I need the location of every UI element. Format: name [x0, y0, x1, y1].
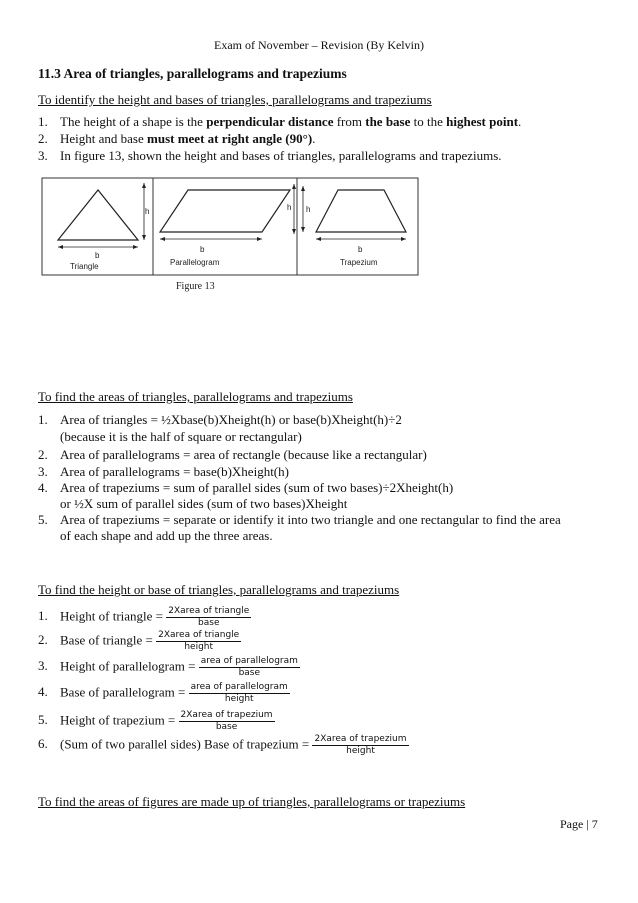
arrow-head	[160, 237, 165, 241]
trapezium-shape	[316, 190, 406, 232]
formula-base-parallelogram	[38, 682, 290, 705]
item-text: (because it is the half of square or rectangular)	[60, 429, 302, 444]
item-bold: perpendicular distance	[206, 114, 334, 129]
heading-composite: To find the areas of figures are made up of triangles, parallelograms or trapeziums	[38, 794, 466, 809]
item-text: to the	[410, 114, 447, 129]
item-text: or ½X sum of parallel sides (sum of two bases)Xheight	[60, 496, 348, 511]
list-item	[38, 412, 402, 428]
item-text: Area of trapeziums = sum of parallel sides (sum of two bases)÷2Xheight(h)	[60, 480, 454, 495]
item-text: Area of parallelograms = base(b)Xheight(h)	[60, 464, 289, 479]
parallelogram-h-label: h	[287, 203, 292, 212]
item-bold: the base	[365, 114, 411, 129]
item-text: Height and base	[60, 131, 148, 146]
item-number: 5.	[38, 712, 48, 728]
arrow-head	[301, 186, 305, 191]
item-bold: must meet at right angle (90°)	[147, 131, 313, 146]
heading-height-base: To find the height or base of triangles, parallelograms and trapeziums	[38, 582, 400, 597]
formula-height-parallelogram	[38, 656, 300, 679]
item-text: from	[333, 114, 366, 129]
formula-height-triangle	[38, 606, 251, 629]
numerator: 2Xarea of triangle	[168, 606, 250, 616]
fraction	[199, 656, 300, 679]
arrow-head	[257, 237, 262, 241]
formula-label: Base of parallelogram =	[60, 684, 186, 700]
list-item	[38, 148, 502, 164]
list-item	[38, 512, 561, 528]
formula-label: Height of parallelogram =	[60, 658, 196, 674]
triangle-h-label: h	[145, 207, 150, 216]
trapezium-h-label: h	[306, 205, 311, 214]
list-item	[38, 447, 427, 463]
triangle-label: Triangle	[70, 262, 99, 271]
list-item	[38, 480, 453, 496]
heading-areas: To find the areas of triangles, parallelograms and trapeziums	[38, 389, 353, 404]
formula-height-trapezium	[38, 710, 275, 733]
figure-13	[40, 176, 420, 300]
parallelogram-b-label: b	[200, 245, 205, 254]
figure-caption: Figure 13	[176, 281, 215, 292]
item-text: .	[312, 131, 316, 146]
formula-label: (Sum of two parallel sides) Base of trapezium =	[60, 736, 310, 752]
heading-identify: To identify the height and bases of triangles, parallelograms and trapeziums	[38, 92, 432, 107]
numerator: area of parallelogram	[200, 656, 298, 666]
list-item	[38, 496, 347, 512]
trapezium-label: Trapezium	[340, 258, 378, 267]
parallelogram-label: Parallelogram	[170, 258, 220, 267]
numerator: area of parallelogram	[190, 682, 288, 692]
formula-base-trapezium	[38, 734, 409, 757]
trapezium-b-label: b	[358, 245, 363, 254]
arrow-head	[292, 229, 296, 234]
list-item	[38, 114, 521, 130]
arrow-head	[401, 237, 406, 241]
fraction	[156, 630, 241, 653]
formula-label: Base of triangle =	[60, 632, 153, 648]
item-number: 6.	[38, 736, 48, 752]
arrow-head	[133, 245, 138, 249]
item-text: Area of triangles = ½Xbase(b)Xheight(h) or base(b)Xheight(h)÷2	[60, 412, 402, 427]
item-number: 4.	[38, 480, 48, 495]
numerator: 2Xarea of trapezium	[180, 710, 273, 720]
parallelogram-shape	[160, 190, 290, 232]
triangle-shape	[58, 190, 138, 240]
item-number: 3.	[38, 658, 48, 674]
denominator: base	[215, 722, 238, 732]
item-number: 1.	[38, 114, 48, 129]
fraction	[179, 710, 275, 733]
denominator: height	[184, 642, 214, 652]
numerator: 2Xarea of trapezium	[314, 734, 407, 744]
arrow-head	[292, 184, 296, 189]
denominator: base	[238, 668, 261, 678]
item-number: 5.	[38, 512, 48, 527]
item-number: 2.	[38, 632, 48, 648]
list-item	[38, 429, 302, 445]
list-item	[38, 131, 315, 147]
item-number: 4.	[38, 684, 48, 700]
item-number: 2.	[38, 131, 48, 146]
list-item	[38, 464, 289, 480]
denominator: height	[346, 746, 375, 756]
formula-base-triangle	[38, 630, 241, 653]
item-text: The height of a shape is the	[60, 114, 207, 129]
item-text: In figure 13, shown the height and bases of triangles, parallelograms and trapeziums.	[60, 148, 502, 163]
fraction	[189, 682, 290, 705]
item-number: 1.	[38, 608, 48, 624]
numerator: 2Xarea of triangle	[158, 630, 240, 640]
item-number: 2.	[38, 447, 48, 462]
item-text: Area of parallelograms = area of rectangle (because like a rectangular)	[60, 447, 427, 462]
page-number: Page | 7	[560, 817, 598, 831]
arrow-head	[316, 237, 321, 241]
denominator: base	[198, 618, 220, 628]
arrow-head	[142, 235, 146, 240]
item-number: 3.	[38, 148, 48, 163]
formula-label: Height of triangle =	[60, 608, 163, 624]
page-header: Exam of November – Revision (By Kelvin)	[214, 38, 424, 52]
list-item	[38, 528, 273, 544]
item-number: 1.	[38, 412, 48, 427]
item-number: 3.	[38, 464, 48, 479]
arrow-head	[58, 245, 63, 249]
item-bold: highest point	[446, 114, 519, 129]
item-text: Area of trapeziums = separate or identify it into two triangle and one rectangular to find the area	[60, 512, 561, 527]
arrow-head	[142, 183, 146, 188]
denominator: height	[224, 694, 254, 704]
item-text: of each shape and add up the three areas.	[60, 528, 273, 543]
section-title: 11.3 Area of triangles, parallelograms and trapeziums	[38, 66, 347, 81]
triangle-b-label: b	[95, 251, 100, 260]
arrow-head	[301, 227, 305, 232]
item-text: .	[518, 114, 522, 129]
fraction	[312, 734, 408, 757]
formula-label: Height of trapezium =	[60, 712, 176, 728]
fraction	[166, 606, 251, 629]
